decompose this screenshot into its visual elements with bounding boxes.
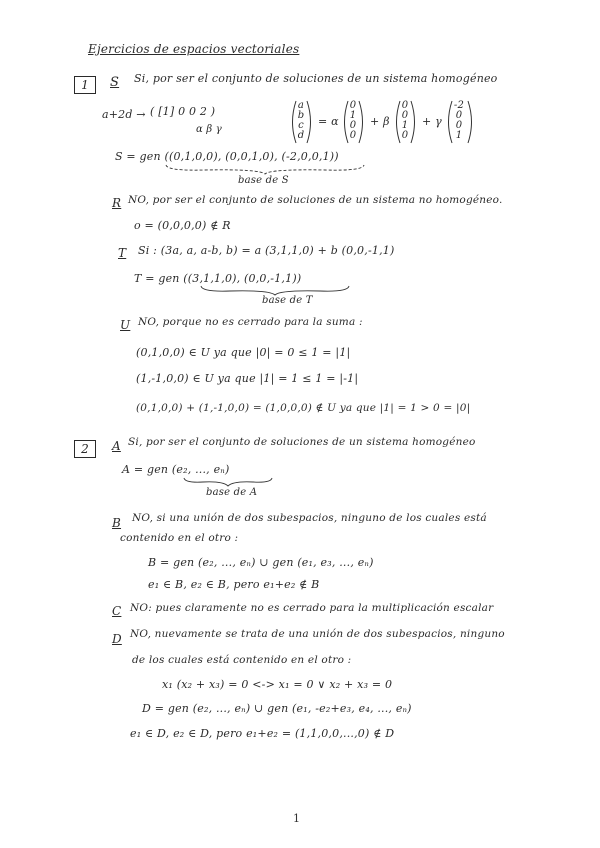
vector-3: -2 0 0 1 [453, 100, 465, 141]
params-row-S: α β γ [196, 124, 222, 135]
answer-B-1: NO, si una unión de dos subespacios, ninguno de los cuales está [132, 512, 487, 524]
line-U-2: (1,-1,0,0) ∈ U ya que |1| = 1 ≤ 1 = |-1| [136, 372, 359, 385]
vector-2: 0 0 1 0 [401, 100, 409, 141]
item-letter-T: T [118, 246, 127, 260]
equation-S: a+2d → [102, 108, 146, 121]
vector-lhs: a b c d [297, 100, 305, 141]
basis-label-A: base de A [206, 487, 258, 498]
note-R: o = (0,0,0,0) ∉ R [134, 219, 231, 232]
line-D-2: D = gen (e₂, ..., eₙ) ∪ gen (e₁, -e₂+e₃, e₄, ..., eₙ) [142, 702, 412, 715]
page-title: Ejercicios de espacios vectoriales [88, 42, 300, 56]
vector-sep-beta: + β [370, 115, 390, 128]
answer-R: NO, por ser el conjunto de soluciones de un sistema no homogéneo. [128, 194, 503, 206]
answer-C: NO: pues claramente no es cerrado para la multiplicación escalar [130, 602, 494, 614]
matrix-row-S: ( [1] 0 0 2 ) [150, 105, 216, 118]
basis-label-T: base de T [262, 295, 313, 306]
brace-S [165, 163, 365, 175]
answer-B-2: contenido en el otro : [120, 532, 239, 544]
item-letter-B: B [112, 516, 122, 530]
basis-label-S: base de S [238, 175, 289, 186]
item-letter-C: C [112, 604, 122, 618]
answer-U: NO, porque no es cerrado para la suma : [138, 316, 363, 328]
span-T: T = gen ((3,1,1,0), (0,0,-1,1)) [134, 272, 302, 285]
exercise-number-box-2: 2 [74, 440, 96, 458]
line-D-3: e₁ ∈ D, e₂ ∈ D, pero e₁+e₂ = (1,1,0,0,...,0) ∉ D [130, 727, 395, 740]
page-number: 1 [293, 812, 300, 825]
paren-right-lhs [305, 100, 315, 144]
span-S: S = gen ((0,1,0,0), (0,0,1,0), (-2,0,0,1)) [115, 150, 339, 163]
item-letter-S: S [110, 75, 120, 90]
paren-right-v2 [409, 100, 419, 144]
vector-1: 0 1 0 0 [349, 100, 357, 141]
vector-sep-gamma: + γ [422, 115, 442, 128]
answer-A: Si, por ser el conjunto de soluciones de un sistema homogéneo [128, 436, 476, 448]
span-A: A = gen (e₂, ..., eₙ) [122, 463, 230, 476]
vector-sep-alpha: = α [318, 115, 339, 128]
paren-right-v1 [357, 100, 367, 144]
line-B-2: e₁ ∈ B, e₂ ∈ B, pero e₁+e₂ ∉ B [148, 578, 320, 591]
item-letter-A: A [112, 439, 121, 453]
paren-right-v3 [466, 100, 476, 144]
brace-A [183, 476, 273, 487]
answer-D-1: NO, nuevamente se trata de una unión de dos subespacios, ninguno [130, 628, 505, 640]
answer-T: Si : (3a, a, a-b, b) = a (3,1,1,0) + b (0,0,-1,1) [138, 244, 395, 257]
answer-D-2: de los cuales está contenido en el otro : [132, 654, 352, 666]
answer-S: Si, por ser el conjunto de soluciones de un sistema homogéneo [134, 72, 498, 85]
line-U-1: (0,1,0,0) ∈ U ya que |0| = 0 ≤ 1 = |1| [136, 346, 351, 359]
item-letter-D: D [112, 632, 122, 646]
line-B-1: B = gen (e₂, ..., eₙ) ∪ gen (e₁, e₃, ..., eₙ) [148, 556, 374, 569]
item-letter-U: U [120, 318, 131, 332]
line-U-3: (0,1,0,0) + (1,-1,0,0) = (1,0,0,0) ∉ U ya que |1| = 1 > 0 = |0| [136, 402, 471, 414]
item-letter-R: R [112, 196, 122, 210]
line-D-1: x₁ (x₂ + x₃) = 0 <-> x₁ = 0 ∨ x₂ + x₃ = 0 [162, 678, 393, 691]
exercise-number-box-1: 1 [74, 76, 96, 94]
